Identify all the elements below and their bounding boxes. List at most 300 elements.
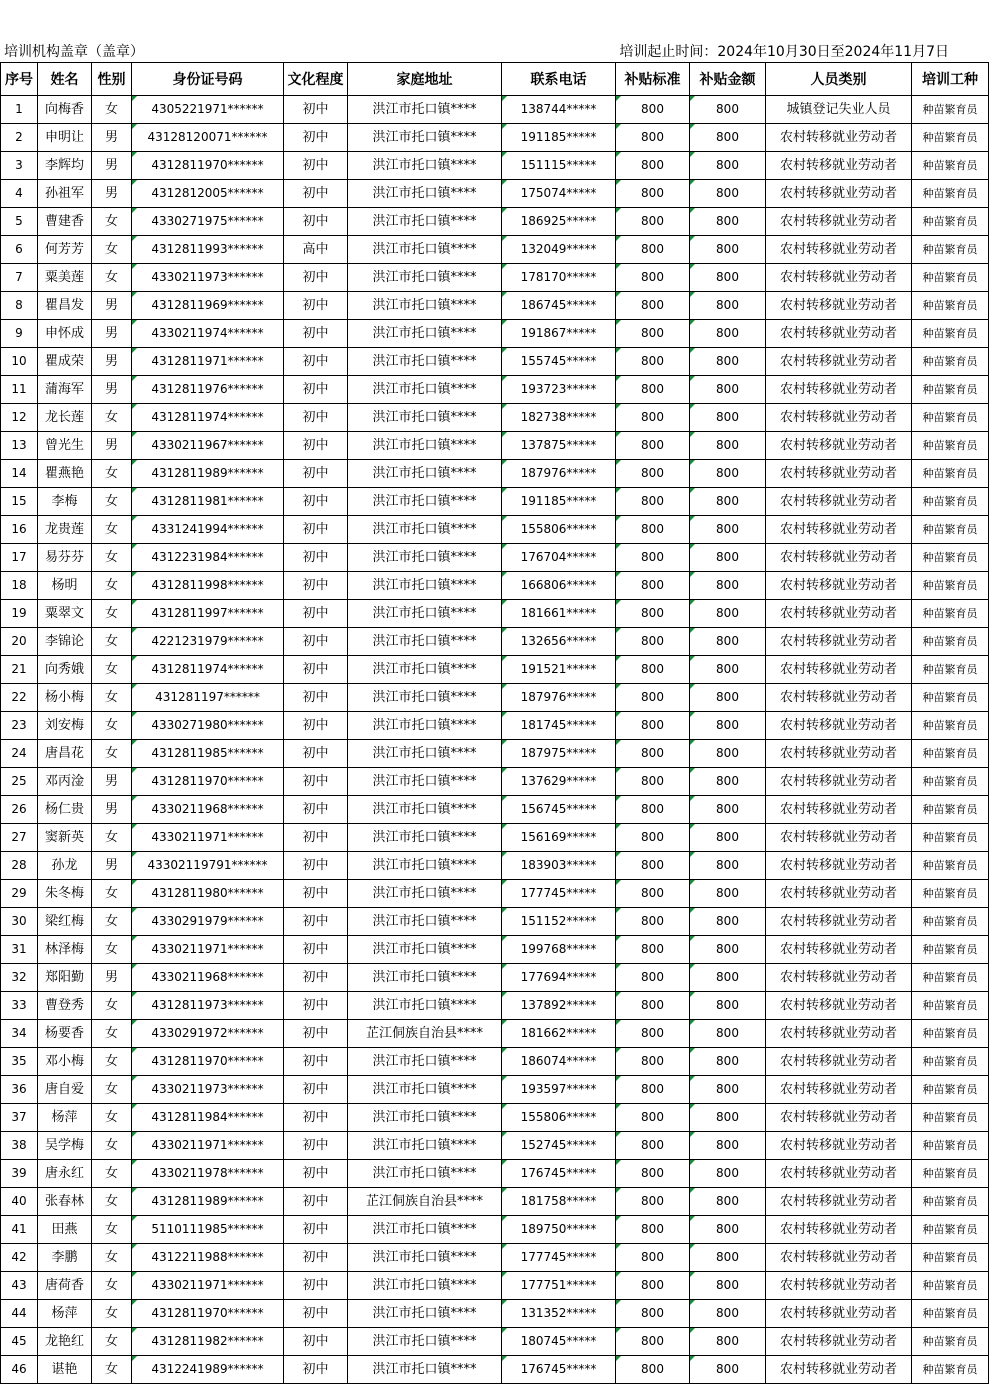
cell-category: 农村转移就业劳动者 — [766, 964, 912, 992]
cell-seq: 34 — [1, 1020, 38, 1048]
cell-sex: 男 — [92, 768, 132, 796]
cell-id-number: 5110111985****** — [132, 1216, 284, 1244]
cell-education: 初中 — [284, 628, 348, 656]
table-row — [1, 1160, 989, 1188]
table-row — [1, 1132, 989, 1160]
cell-subsidy-standard: 800 — [616, 264, 690, 292]
cell-education: 初中 — [284, 404, 348, 432]
cell-education: 初中 — [284, 180, 348, 208]
cell-job-type: 种苗繁育员 — [912, 656, 989, 684]
cell-education: 初中 — [284, 1244, 348, 1272]
cell-subsidy-amount: 800 — [690, 796, 766, 824]
cell-name: 杨萍 — [38, 1300, 92, 1328]
cell-id-number: 4330211974****** — [132, 320, 284, 348]
cell-phone: 181758***** — [502, 1188, 616, 1216]
cell-phone: 176745***** — [502, 1356, 616, 1384]
cell-seq: 28 — [1, 852, 38, 880]
cell-subsidy-standard: 800 — [616, 712, 690, 740]
cell-address: 洪江市托口镇**** — [348, 348, 502, 376]
cell-address: 洪江市托口镇**** — [348, 768, 502, 796]
cell-subsidy-amount: 800 — [690, 1048, 766, 1076]
cell-seq: 6 — [1, 236, 38, 264]
cell-category: 农村转移就业劳动者 — [766, 348, 912, 376]
cell-education: 初中 — [284, 880, 348, 908]
cell-sex: 男 — [92, 180, 132, 208]
cell-seq: 32 — [1, 964, 38, 992]
cell-seq: 40 — [1, 1188, 38, 1216]
cell-subsidy-amount: 800 — [690, 1132, 766, 1160]
cell-id-number: 4312811984****** — [132, 1104, 284, 1132]
cell-education: 初中 — [284, 992, 348, 1020]
cell-name: 杨要香 — [38, 1020, 92, 1048]
table-row — [1, 1216, 989, 1244]
cell-address: 洪江市托口镇**** — [348, 208, 502, 236]
cell-subsidy-amount: 800 — [690, 936, 766, 964]
cell-sex: 女 — [92, 1216, 132, 1244]
cell-subsidy-amount: 800 — [690, 1272, 766, 1300]
cell-education: 初中 — [284, 208, 348, 236]
cell-seq: 30 — [1, 908, 38, 936]
cell-subsidy-standard: 800 — [616, 1104, 690, 1132]
cell-job-type: 种苗繁育员 — [912, 1272, 989, 1300]
cell-education: 初中 — [284, 768, 348, 796]
table-row — [1, 740, 989, 768]
cell-education: 初中 — [284, 1160, 348, 1188]
cell-subsidy-amount: 800 — [690, 908, 766, 936]
cell-category: 农村转移就业劳动者 — [766, 1188, 912, 1216]
table-row — [1, 96, 989, 124]
table-row — [1, 684, 989, 712]
cell-education: 初中 — [284, 684, 348, 712]
cell-job-type: 种苗繁育员 — [912, 964, 989, 992]
cell-subsidy-standard: 800 — [616, 880, 690, 908]
cell-subsidy-standard: 800 — [616, 460, 690, 488]
table-row — [1, 208, 989, 236]
cell-id-number: 4330211967****** — [132, 432, 284, 460]
cell-seq: 11 — [1, 376, 38, 404]
cell-education: 初中 — [284, 740, 348, 768]
cell-subsidy-amount: 800 — [690, 1244, 766, 1272]
cell-job-type: 种苗繁育员 — [912, 740, 989, 768]
cell-job-type: 种苗繁育员 — [912, 1132, 989, 1160]
cell-seq: 35 — [1, 1048, 38, 1076]
cell-subsidy-standard: 800 — [616, 628, 690, 656]
cell-subsidy-amount: 800 — [690, 880, 766, 908]
cell-name: 唐永红 — [38, 1160, 92, 1188]
cell-sex: 男 — [92, 852, 132, 880]
cell-subsidy-amount: 800 — [690, 1300, 766, 1328]
cell-category: 农村转移就业劳动者 — [766, 236, 912, 264]
cell-address: 洪江市托口镇**** — [348, 1244, 502, 1272]
cell-phone: 152745***** — [502, 1132, 616, 1160]
cell-phone: 155806***** — [502, 516, 616, 544]
cell-name: 瞿成荣 — [38, 348, 92, 376]
cell-subsidy-standard: 800 — [616, 796, 690, 824]
cell-education: 初中 — [284, 432, 348, 460]
cell-subsidy-standard: 800 — [616, 1132, 690, 1160]
cell-education: 初中 — [284, 488, 348, 516]
cell-subsidy-standard: 800 — [616, 292, 690, 320]
cell-seq: 10 — [1, 348, 38, 376]
cell-id-number: 4330211971****** — [132, 1272, 284, 1300]
cell-job-type: 种苗繁育员 — [912, 852, 989, 880]
cell-name: 龙长莲 — [38, 404, 92, 432]
cell-name: 申怀成 — [38, 320, 92, 348]
cell-address: 洪江市托口镇**** — [348, 1076, 502, 1104]
table-row — [1, 376, 989, 404]
cell-seq: 17 — [1, 544, 38, 572]
cell-category: 农村转移就业劳动者 — [766, 852, 912, 880]
cell-job-type: 种苗繁育员 — [912, 1300, 989, 1328]
cell-address: 洪江市托口镇**** — [348, 936, 502, 964]
cell-education: 初中 — [284, 1132, 348, 1160]
table-row — [1, 292, 989, 320]
cell-subsidy-amount: 800 — [690, 824, 766, 852]
cell-name: 向秀娥 — [38, 656, 92, 684]
cell-name: 郑阳勤 — [38, 964, 92, 992]
cell-education: 初中 — [284, 964, 348, 992]
cell-phone: 186074***** — [502, 1048, 616, 1076]
table-row — [1, 796, 989, 824]
cell-address: 洪江市托口镇**** — [348, 96, 502, 124]
cell-id-number: 4312231984****** — [132, 544, 284, 572]
cell-job-type: 种苗繁育员 — [912, 936, 989, 964]
table-row — [1, 1328, 989, 1356]
cell-sex: 女 — [92, 656, 132, 684]
cell-education: 初中 — [284, 1216, 348, 1244]
cell-subsidy-standard: 800 — [616, 600, 690, 628]
cell-phone: 199768***** — [502, 936, 616, 964]
cell-name: 杨萍 — [38, 1104, 92, 1132]
cell-category: 农村转移就业劳动者 — [766, 1244, 912, 1272]
cell-sex: 女 — [92, 1132, 132, 1160]
cell-seq: 23 — [1, 712, 38, 740]
cell-name: 吴学梅 — [38, 1132, 92, 1160]
cell-category: 农村转移就业劳动者 — [766, 1272, 912, 1300]
cell-sex: 女 — [92, 1356, 132, 1384]
table-row — [1, 712, 989, 740]
cell-id-number: 4330291979****** — [132, 908, 284, 936]
cell-id-number: 4330291972****** — [132, 1020, 284, 1048]
cell-subsidy-standard: 800 — [616, 964, 690, 992]
cell-sex: 男 — [92, 348, 132, 376]
cell-address: 洪江市托口镇**** — [348, 880, 502, 908]
cell-id-number: 4312811998****** — [132, 572, 284, 600]
cell-job-type: 种苗繁育员 — [912, 96, 989, 124]
cell-seq: 29 — [1, 880, 38, 908]
cell-id-number: 4312811974****** — [132, 656, 284, 684]
cell-seq: 43 — [1, 1272, 38, 1300]
cell-category: 农村转移就业劳动者 — [766, 684, 912, 712]
cell-job-type: 种苗繁育员 — [912, 1076, 989, 1104]
cell-seq: 38 — [1, 1132, 38, 1160]
cell-address: 洪江市托口镇**** — [348, 1272, 502, 1300]
cell-phone: 176704***** — [502, 544, 616, 572]
cell-education: 初中 — [284, 656, 348, 684]
cell-sex: 女 — [92, 488, 132, 516]
cell-address: 洪江市托口镇**** — [348, 740, 502, 768]
cell-subsidy-standard: 800 — [616, 740, 690, 768]
cell-seq: 7 — [1, 264, 38, 292]
cell-subsidy-standard: 800 — [616, 432, 690, 460]
cell-job-type: 种苗繁育员 — [912, 768, 989, 796]
table-row — [1, 768, 989, 796]
cell-phone: 177745***** — [502, 1244, 616, 1272]
cell-job-type: 种苗繁育员 — [912, 348, 989, 376]
cell-name: 杨小梅 — [38, 684, 92, 712]
table-row — [1, 1272, 989, 1300]
cell-job-type: 种苗繁育员 — [912, 460, 989, 488]
cell-phone: 132049***** — [502, 236, 616, 264]
col-header-subsidy-amount: 补贴金额 — [690, 63, 766, 96]
table-header-row — [1, 63, 989, 96]
cell-subsidy-amount: 800 — [690, 684, 766, 712]
table-row — [1, 488, 989, 516]
cell-phone: 182738***** — [502, 404, 616, 432]
cell-job-type: 种苗繁育员 — [912, 824, 989, 852]
cell-sex: 女 — [92, 1272, 132, 1300]
cell-id-number: 4312811982****** — [132, 1328, 284, 1356]
cell-category: 农村转移就业劳动者 — [766, 1300, 912, 1328]
cell-education: 初中 — [284, 1188, 348, 1216]
cell-address: 洪江市托口镇**** — [348, 628, 502, 656]
cell-subsidy-standard: 800 — [616, 1048, 690, 1076]
cell-address: 洪江市托口镇**** — [348, 712, 502, 740]
cell-category: 农村转移就业劳动者 — [766, 768, 912, 796]
cell-subsidy-standard: 800 — [616, 124, 690, 152]
cell-id-number: 4330211973****** — [132, 264, 284, 292]
cell-id-number: 4312811993****** — [132, 236, 284, 264]
cell-category: 农村转移就业劳动者 — [766, 628, 912, 656]
cell-subsidy-amount: 800 — [690, 488, 766, 516]
cell-id-number: 4312811980****** — [132, 880, 284, 908]
cell-subsidy-amount: 800 — [690, 376, 766, 404]
cell-education: 初中 — [284, 712, 348, 740]
cell-address: 洪江市托口镇**** — [348, 516, 502, 544]
cell-category: 农村转移就业劳动者 — [766, 908, 912, 936]
cell-sex: 女 — [92, 460, 132, 488]
cell-subsidy-standard: 800 — [616, 1356, 690, 1384]
cell-education: 初中 — [284, 572, 348, 600]
cell-name: 林泽梅 — [38, 936, 92, 964]
cell-phone: 180745***** — [502, 1328, 616, 1356]
cell-address: 芷江侗族自治县**** — [348, 1020, 502, 1048]
cell-subsidy-amount: 800 — [690, 656, 766, 684]
cell-education: 初中 — [284, 1356, 348, 1384]
cell-seq: 22 — [1, 684, 38, 712]
cell-seq: 18 — [1, 572, 38, 600]
table-row — [1, 880, 989, 908]
cell-sex: 女 — [92, 264, 132, 292]
table-row — [1, 404, 989, 432]
cell-phone: 191185***** — [502, 124, 616, 152]
cell-seq: 3 — [1, 152, 38, 180]
cell-subsidy-standard: 800 — [616, 1160, 690, 1188]
cell-education: 初中 — [284, 292, 348, 320]
cell-job-type: 种苗繁育员 — [912, 208, 989, 236]
cell-name: 李辉均 — [38, 152, 92, 180]
cell-category: 农村转移就业劳动者 — [766, 1160, 912, 1188]
cell-category: 农村转移就业劳动者 — [766, 460, 912, 488]
cell-address: 洪江市托口镇**** — [348, 964, 502, 992]
cell-education: 初中 — [284, 320, 348, 348]
cell-name: 何芳芳 — [38, 236, 92, 264]
cell-subsidy-amount: 800 — [690, 236, 766, 264]
cell-sex: 女 — [92, 1076, 132, 1104]
cell-category: 农村转移就业劳动者 — [766, 1216, 912, 1244]
cell-seq: 1 — [1, 96, 38, 124]
cell-address: 洪江市托口镇**** — [348, 852, 502, 880]
table-row — [1, 572, 989, 600]
col-header-job-type: 培训工种 — [912, 63, 989, 96]
cell-category: 农村转移就业劳动者 — [766, 180, 912, 208]
cell-category: 农村转移就业劳动者 — [766, 1076, 912, 1104]
cell-subsidy-amount: 800 — [690, 1216, 766, 1244]
cell-sex: 女 — [92, 1328, 132, 1356]
cell-education: 初中 — [284, 152, 348, 180]
cell-education: 初中 — [284, 1104, 348, 1132]
cell-job-type: 种苗繁育员 — [912, 1104, 989, 1132]
cell-id-number: 4312811985****** — [132, 740, 284, 768]
cell-category: 农村转移就业劳动者 — [766, 1048, 912, 1076]
cell-subsidy-standard: 800 — [616, 348, 690, 376]
cell-name: 唐荷香 — [38, 1272, 92, 1300]
cell-name: 张春林 — [38, 1188, 92, 1216]
cell-subsidy-standard: 800 — [616, 236, 690, 264]
cell-phone: 131352***** — [502, 1300, 616, 1328]
cell-subsidy-amount: 800 — [690, 180, 766, 208]
cell-seq: 33 — [1, 992, 38, 1020]
cell-address: 洪江市托口镇**** — [348, 684, 502, 712]
cell-seq: 41 — [1, 1216, 38, 1244]
cell-name: 李鹏 — [38, 1244, 92, 1272]
cell-sex: 女 — [92, 544, 132, 572]
cell-category: 农村转移就业劳动者 — [766, 320, 912, 348]
training-period-caption: 培训起止时间：2024年10月30日至2024年11月7日 — [619, 44, 949, 60]
cell-category: 农村转移就业劳动者 — [766, 404, 912, 432]
cell-name: 粟美莲 — [38, 264, 92, 292]
cell-id-number: 4330211973****** — [132, 1076, 284, 1104]
cell-id-number: 4312811974****** — [132, 404, 284, 432]
cell-job-type: 种苗繁育员 — [912, 124, 989, 152]
cell-sex: 女 — [92, 824, 132, 852]
cell-job-type: 种苗繁育员 — [912, 292, 989, 320]
cell-subsidy-standard: 800 — [616, 1328, 690, 1356]
cell-category: 农村转移就业劳动者 — [766, 124, 912, 152]
cell-address: 洪江市托口镇**** — [348, 992, 502, 1020]
col-header-category: 人员类别 — [766, 63, 912, 96]
cell-id-number: 4312811971****** — [132, 348, 284, 376]
cell-category: 农村转移就业劳动者 — [766, 544, 912, 572]
cell-id-number: 4330211968****** — [132, 964, 284, 992]
institution-stamp-caption: 培训机构盖章（盖章） — [4, 44, 144, 60]
cell-seq: 42 — [1, 1244, 38, 1272]
table-row — [1, 432, 989, 460]
cell-education: 初中 — [284, 824, 348, 852]
cell-address: 洪江市托口镇**** — [348, 1328, 502, 1356]
cell-name: 易芬芬 — [38, 544, 92, 572]
table-row — [1, 1104, 989, 1132]
cell-id-number: 4312811970****** — [132, 768, 284, 796]
cell-phone: 186745***** — [502, 292, 616, 320]
cell-job-type: 种苗繁育员 — [912, 684, 989, 712]
cell-job-type: 种苗繁育员 — [912, 600, 989, 628]
cell-id-number: 4330271980****** — [132, 712, 284, 740]
cell-id-number: 4312812005****** — [132, 180, 284, 208]
cell-address: 洪江市托口镇**** — [348, 1104, 502, 1132]
cell-phone: 156169***** — [502, 824, 616, 852]
col-header-subsidy-standard: 补贴标准 — [616, 63, 690, 96]
table-row — [1, 1076, 989, 1104]
cell-phone: 175074***** — [502, 180, 616, 208]
cell-category: 农村转移就业劳动者 — [766, 516, 912, 544]
cell-id-number: 4312811973****** — [132, 992, 284, 1020]
cell-education: 初中 — [284, 348, 348, 376]
cell-name: 向梅香 — [38, 96, 92, 124]
col-header-sex: 性别 — [92, 63, 132, 96]
cell-education: 初中 — [284, 1020, 348, 1048]
cell-subsidy-amount: 800 — [690, 740, 766, 768]
cell-address: 洪江市托口镇**** — [348, 432, 502, 460]
cell-seq: 37 — [1, 1104, 38, 1132]
cell-name: 谌艳 — [38, 1356, 92, 1384]
cell-subsidy-amount: 800 — [690, 348, 766, 376]
cell-category: 农村转移就业劳动者 — [766, 824, 912, 852]
cell-education: 初中 — [284, 124, 348, 152]
cell-sex: 女 — [92, 1020, 132, 1048]
cell-address: 洪江市托口镇**** — [348, 152, 502, 180]
cell-id-number: 4312811970****** — [132, 1300, 284, 1328]
cell-address: 洪江市托口镇**** — [348, 264, 502, 292]
cell-subsidy-standard: 800 — [616, 152, 690, 180]
cell-seq: 46 — [1, 1356, 38, 1384]
cell-sex: 男 — [92, 292, 132, 320]
cell-name: 申明让 — [38, 124, 92, 152]
table-row — [1, 236, 989, 264]
cell-subsidy-amount: 800 — [690, 628, 766, 656]
cell-job-type: 种苗繁育员 — [912, 236, 989, 264]
cell-seq: 12 — [1, 404, 38, 432]
cell-id-number: 4330271975****** — [132, 208, 284, 236]
cell-education: 初中 — [284, 516, 348, 544]
col-header-phone: 联系电话 — [502, 63, 616, 96]
cell-category: 农村转移就业劳动者 — [766, 376, 912, 404]
cell-sex: 女 — [92, 908, 132, 936]
cell-category: 农村转移就业劳动者 — [766, 740, 912, 768]
cell-sex: 女 — [92, 1160, 132, 1188]
cell-education: 初中 — [284, 796, 348, 824]
cell-sex: 女 — [92, 628, 132, 656]
cell-subsidy-amount: 800 — [690, 432, 766, 460]
cell-name: 粟翠文 — [38, 600, 92, 628]
cell-job-type: 种苗繁育员 — [912, 432, 989, 460]
col-header-education: 文化程度 — [284, 63, 348, 96]
cell-category: 农村转移就业劳动者 — [766, 488, 912, 516]
cell-sex: 女 — [92, 572, 132, 600]
cell-sex: 男 — [92, 320, 132, 348]
cell-id-number: 4312811981****** — [132, 488, 284, 516]
cell-category: 农村转移就业劳动者 — [766, 1132, 912, 1160]
cell-name: 瞿燕艳 — [38, 460, 92, 488]
blank-top-area — [0, 0, 989, 40]
cell-subsidy-standard: 800 — [616, 852, 690, 880]
cell-category: 农村转移就业劳动者 — [766, 572, 912, 600]
cell-phone: 186925***** — [502, 208, 616, 236]
cell-id-number: 4312811970****** — [132, 152, 284, 180]
cell-subsidy-amount: 800 — [690, 1160, 766, 1188]
table-row — [1, 264, 989, 292]
table-row — [1, 180, 989, 208]
